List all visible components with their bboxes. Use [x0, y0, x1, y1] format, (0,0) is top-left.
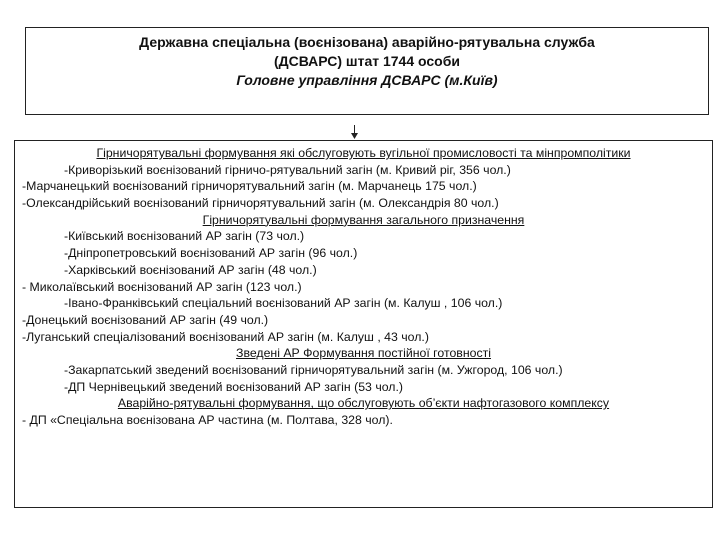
- list-item: -Закарпатський зведений воєнізований гірничорятувальний загін (м. Ужгород, 106 чол.): [64, 362, 563, 377]
- list-item: - Миколаївський воєнізований АР загін (123 чол.): [22, 279, 302, 294]
- section-heading: Зведені АР Формування постійної готовності: [236, 346, 491, 361]
- list-item: -Олександрійський воєнізований гірничорятувальний загін (м. Олександрія 80 чол.): [22, 196, 499, 211]
- list-item: -Дніпропетровський воєнізований АР загін (96 чол.): [64, 246, 358, 261]
- organization-staff: (ДСВАРС) штат 1744 особи: [274, 53, 460, 69]
- section-heading: Гірничорятувальні формування які обслуговують вугільної промисловості та мінпромполітики: [96, 146, 631, 160]
- list-item: -Луганський спеціалізований воєнізований АР загін (м. Калуш , 43 чол.): [22, 329, 429, 344]
- section-heading: Аварійно-рятувальні формування, що обслуговують об’єкти нафтогазового комплексу: [117, 396, 610, 411]
- units-list-box: [14, 140, 713, 508]
- list-item: - ДП «Спеціальна воєнізована АР частина (м. Полтава, 328 чол).: [22, 413, 393, 427]
- list-item: -Криворізький воєнізований гірничо-рятувальний загін (м. Кривий ріг, 356 чол.): [64, 162, 511, 177]
- list-item: -Марчанецький воєнізований гірничорятувальний загін (м. Марчанець 175 чол.): [22, 179, 477, 194]
- organization-subtitle: Головне управління ДСВАРС (м.Київ): [236, 72, 498, 88]
- arrow-down-icon: [351, 125, 358, 139]
- organization-title: Державна спеціальна (воєнізована) аварійно-рятувальна служба: [139, 34, 595, 50]
- section-heading: Гірничорятувальні формування загального призначення: [202, 212, 525, 227]
- list-item: -Київський воєнізований АР загін (73 чол.): [64, 229, 305, 244]
- organization-header-box: [25, 27, 709, 115]
- list-item: -Івано-Франківський спеціальний воєнізований АР загін (м. Калуш , 106 чол.): [64, 296, 503, 311]
- list-item: -Донецький воєнізований АР загін (49 чол.): [22, 312, 269, 327]
- list-item: -ДП Чернівецький зведений воєнізований АР загін (53 чол.): [64, 379, 403, 394]
- list-item: -Харківський воєнізований АР загін (48 чол.): [64, 262, 317, 277]
